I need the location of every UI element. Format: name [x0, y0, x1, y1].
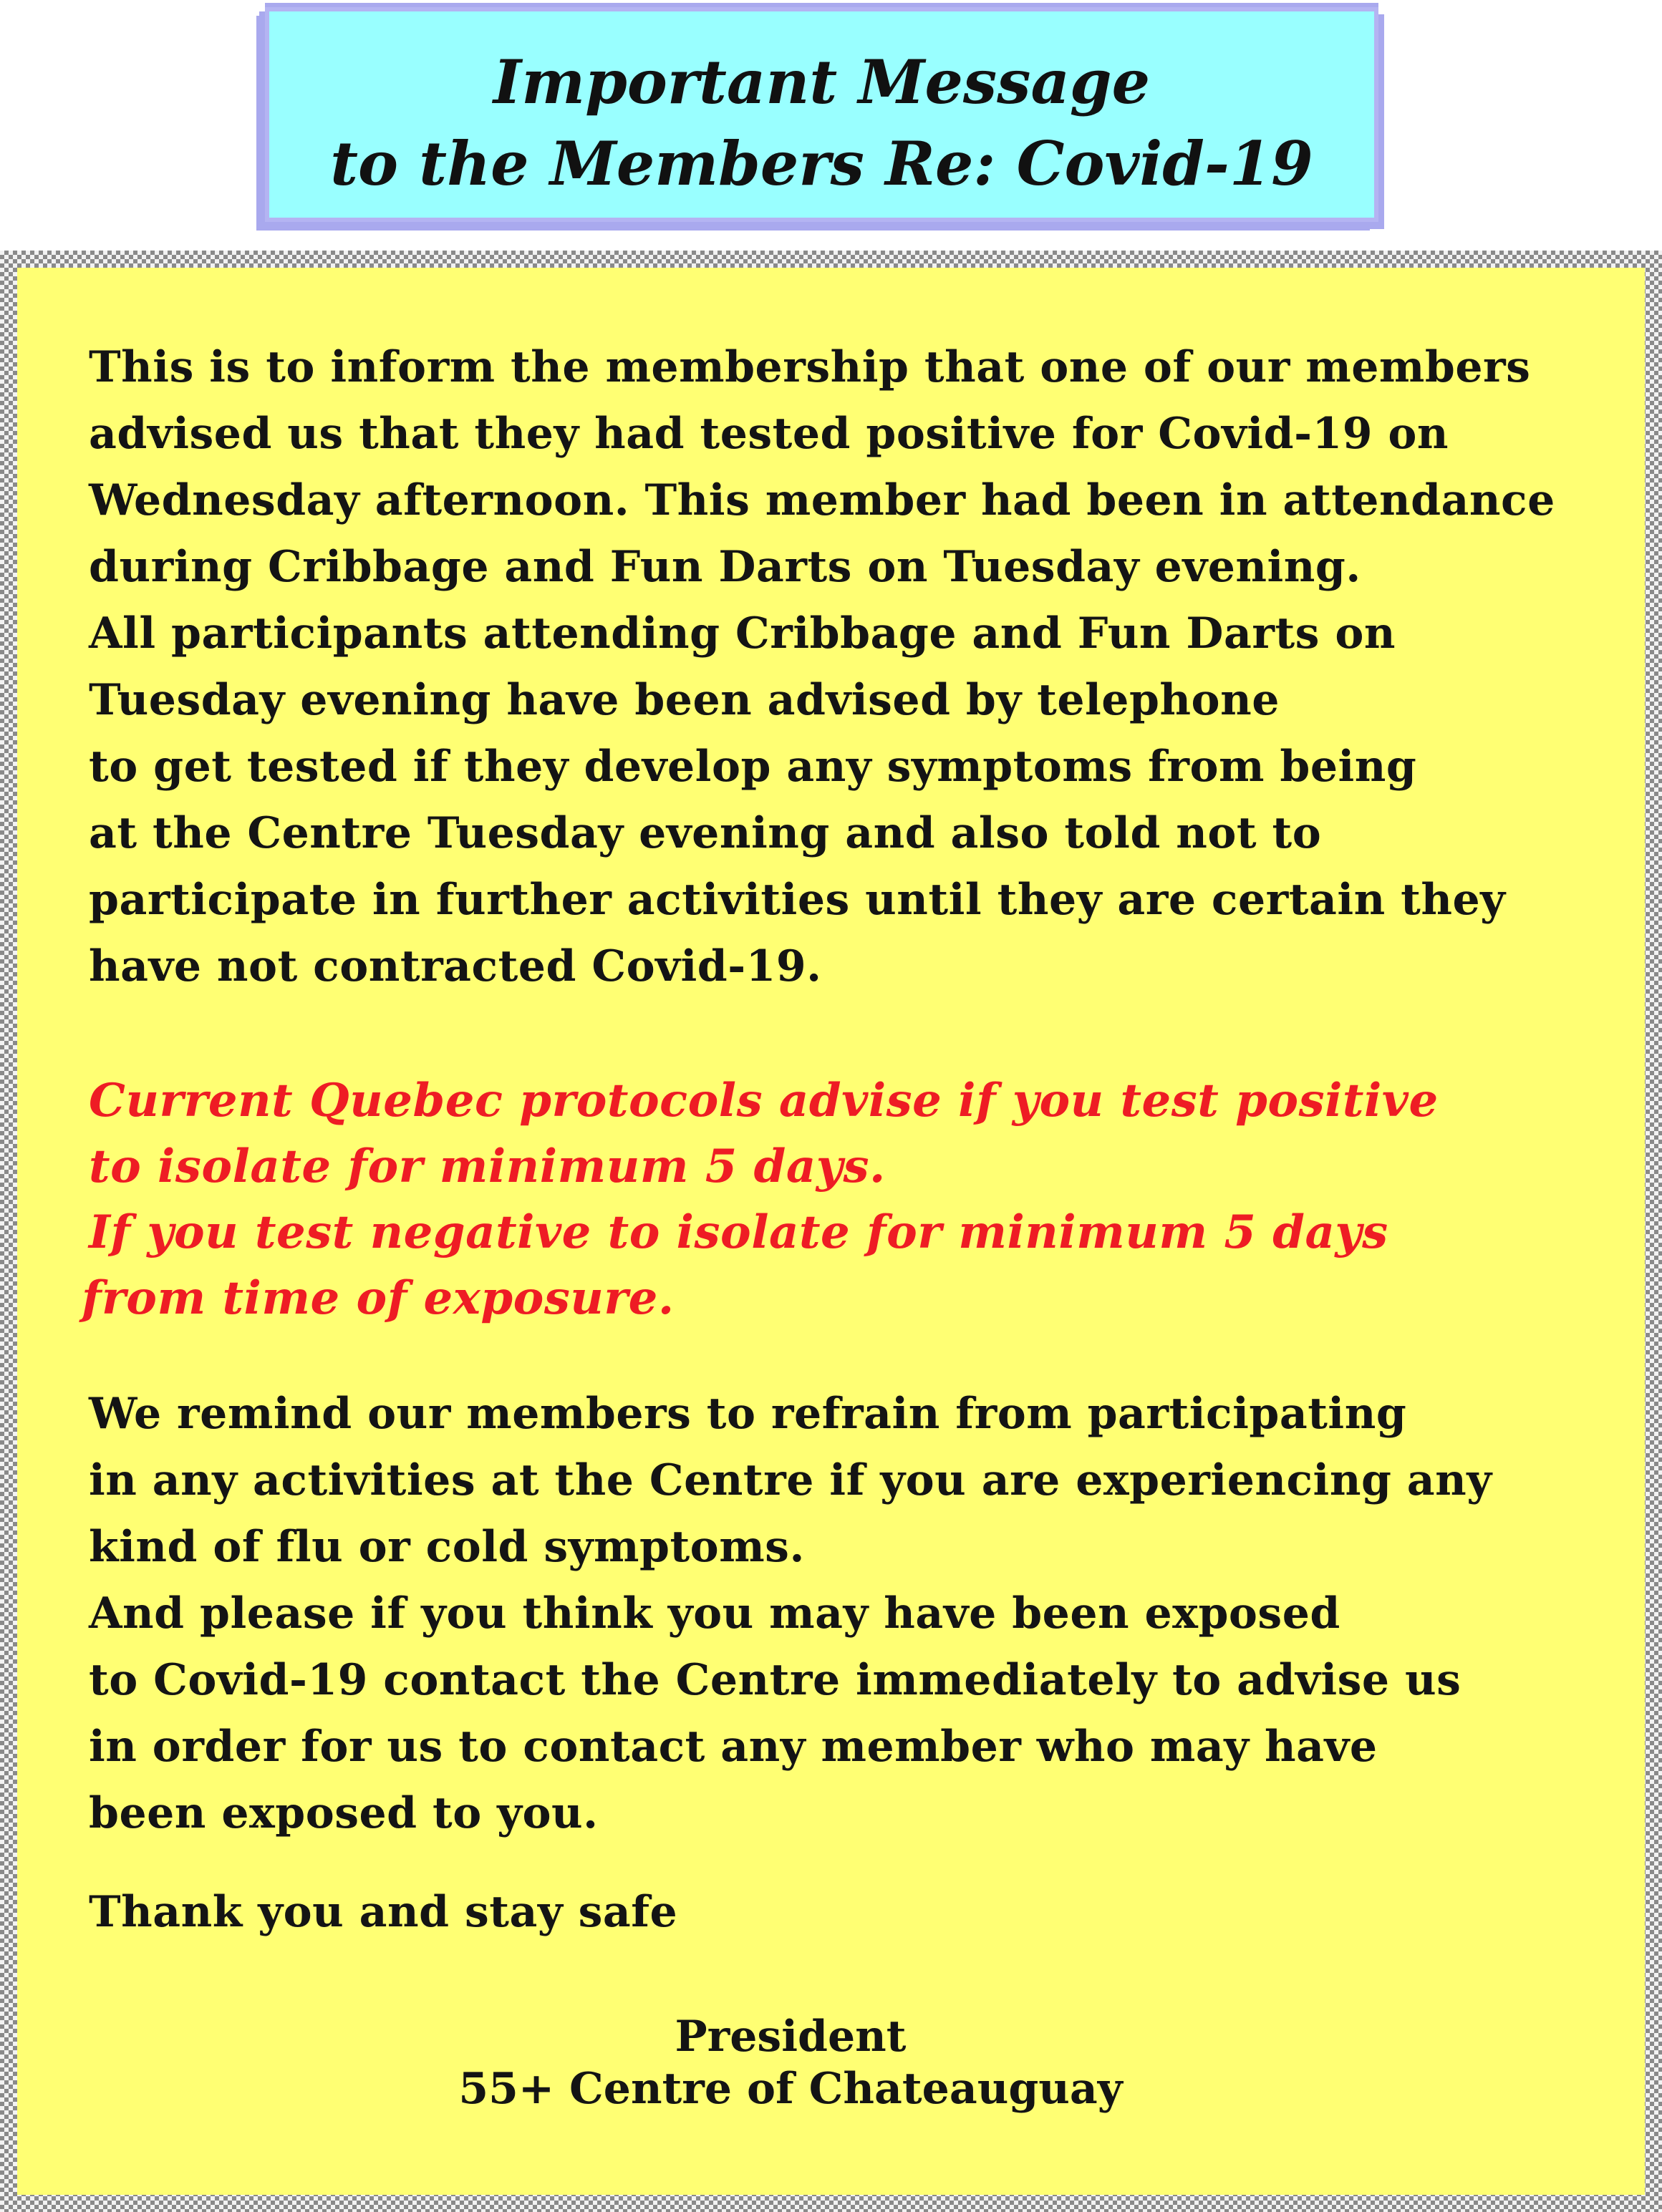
text-line: to get tested if they develop any symptoms from being — [89, 742, 1417, 792]
closing-text: Thank you and stay safe — [89, 1887, 678, 1937]
title-line-1: Important Message — [493, 47, 1151, 117]
text-line: to Covid-19 contact the Centre immediately to advise us — [89, 1655, 1462, 1705]
signature-block — [17, 2011, 1564, 2115]
text-line: We remind our members to refrain from participating — [89, 1389, 1407, 1439]
text-line: during Cribbage and Fun Darts on Tuesday evening. — [89, 542, 1361, 592]
text-line: been exposed to you. — [89, 1788, 599, 1838]
text-line: And please if you think you may have been exposed — [89, 1588, 1340, 1639]
text-line: have not contracted Covid-19. — [89, 941, 822, 991]
text-line: in order for us to contact any member who may have — [89, 1722, 1378, 1772]
notice-panel — [0, 251, 1662, 2212]
text-line: This is to inform the membership that one of our members — [89, 342, 1531, 392]
protocol-notice — [82, 1068, 1628, 1331]
text-line: Wednesday afternoon. This member had been in attendance — [89, 475, 1555, 525]
text-line: If you test negative to isolate for minimum 5 days — [89, 1206, 1388, 1259]
text-line: in any activities at the Centre if you are experiencing any — [89, 1455, 1492, 1505]
text-line: participate in further activities until they are certain they — [89, 875, 1506, 925]
text-line: at the Centre Tuesday evening and also told not to — [89, 808, 1322, 858]
signature-organization: 55+ Centre of Chateauguay — [458, 2064, 1123, 2114]
title-line-2: to the Members Re: Covid-19 — [330, 128, 1313, 199]
text-line: kind of flu or cold symptoms. — [89, 1522, 805, 1572]
reminder-paragraph — [89, 1381, 1628, 1847]
text-line: advised us that they had tested positive for Covid-19 on — [89, 409, 1449, 459]
closing-line — [89, 1879, 1628, 1946]
text-line: to isolate for minimum 5 days. — [89, 1140, 886, 1193]
signature-role: President — [675, 2012, 907, 2062]
text-line: All participants attending Cribbage and Fun Darts on — [89, 608, 1396, 659]
title-banner — [265, 7, 1378, 222]
text-line: from time of exposure. — [82, 1271, 675, 1325]
text-line: Current Quebec protocols advise if you test positive — [89, 1074, 1439, 1127]
text-line: Tuesday evening have been advised by telephone — [89, 675, 1280, 725]
announcement-paragraph — [89, 334, 1628, 1000]
